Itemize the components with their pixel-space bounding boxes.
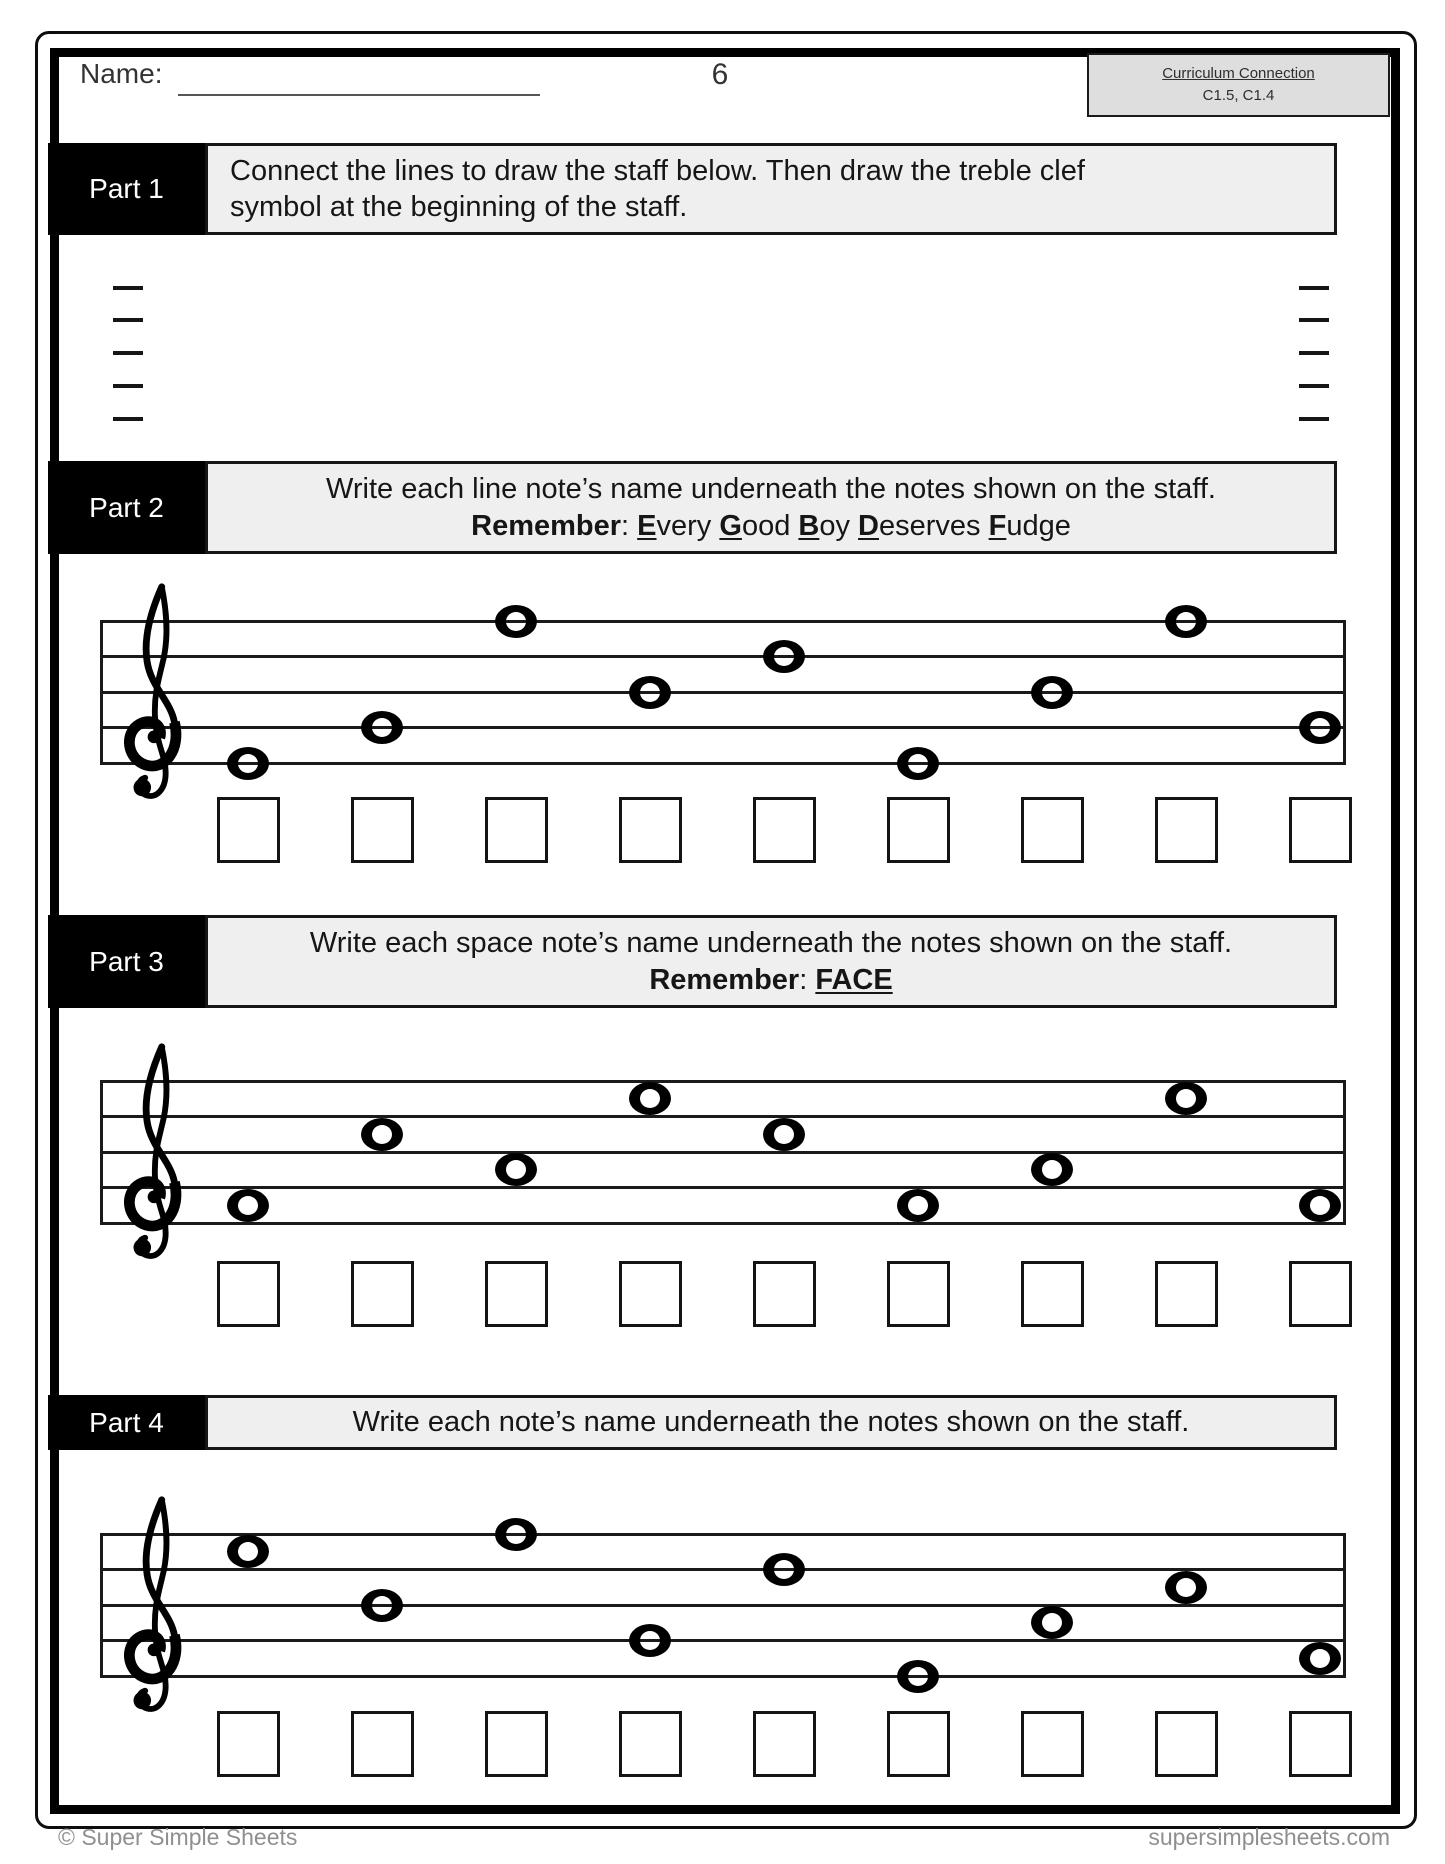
footer-website: supersimplesheets.com (1148, 1824, 1390, 1850)
staff-barline-right (1343, 1533, 1346, 1678)
whole-note (897, 1189, 939, 1222)
whole-note (763, 1118, 805, 1151)
whole-note (1299, 1642, 1341, 1675)
whole-note (227, 1189, 269, 1222)
curriculum-title: Curriculum Connection (1162, 65, 1315, 83)
part3-instruction-text: Write each space note’s name underneath the notes shown on the staff. (309, 927, 1233, 960)
whole-note (495, 1518, 537, 1551)
answer-box[interactable] (753, 1261, 816, 1327)
answer-box[interactable] (1289, 1261, 1352, 1327)
remember-label: Remember (649, 963, 800, 996)
answer-box[interactable] (217, 1711, 280, 1777)
treble-clef-icon (110, 580, 196, 806)
answer-box[interactable] (887, 1261, 950, 1327)
whole-note (897, 1660, 939, 1693)
part4-header (48, 1395, 1337, 1450)
footer-copyright: © Super Simple Sheets (58, 1824, 298, 1850)
answer-box[interactable] (1155, 797, 1218, 863)
answer-box[interactable] (1289, 797, 1352, 863)
part2-label: Part 2 (48, 461, 205, 554)
staff-barline-left (100, 1533, 103, 1678)
answer-box[interactable] (485, 1261, 548, 1327)
whole-note (629, 676, 671, 709)
staff-line (100, 762, 1346, 765)
answer-box[interactable] (1021, 1261, 1084, 1327)
answer-box[interactable] (619, 1711, 682, 1777)
answer-box[interactable] (753, 797, 816, 863)
staff-line-stub-left (113, 318, 143, 322)
staff-line (100, 1222, 1346, 1225)
staff-line-stub-left (113, 384, 143, 388)
staff-line (100, 1533, 1346, 1536)
whole-note (763, 640, 805, 673)
answer-box[interactable] (753, 1711, 816, 1777)
whole-note (629, 1624, 671, 1657)
answer-box[interactable] (351, 1711, 414, 1777)
part4-instruction (205, 1395, 1337, 1450)
part2-mnemonic-line: Remember: Every Good Boy Deserves Fudge (471, 509, 1071, 542)
answer-box[interactable] (217, 1261, 280, 1327)
staff-barline-left (100, 620, 103, 765)
staff-line-stub-left (113, 351, 143, 355)
answer-box[interactable] (1155, 1711, 1218, 1777)
whole-note (763, 1553, 805, 1586)
remember-label: Remember (471, 509, 622, 542)
staff-line-stub-right (1299, 384, 1329, 388)
staff-line (100, 1115, 1346, 1118)
part1-label: Part 1 (48, 143, 205, 235)
whole-note (1299, 711, 1341, 744)
whole-note (1299, 1189, 1341, 1222)
mnemonic-initial: F (988, 509, 1007, 542)
staff-barline-right (1343, 620, 1346, 765)
name-label: Name: (80, 58, 163, 89)
answer-box[interactable] (351, 1261, 414, 1327)
staff-line-stub-right (1299, 417, 1329, 421)
mnemonic-initial: D (858, 509, 879, 542)
staff-line-stub-right (1299, 318, 1329, 322)
part3-mnemonic-line: Remember: FACE (649, 963, 893, 996)
answer-box[interactable] (887, 1711, 950, 1777)
staff-line (100, 1568, 1346, 1571)
mnemonic-initial: E (637, 509, 657, 542)
whole-note (495, 605, 537, 638)
answer-box[interactable] (485, 797, 548, 863)
treble-clef-icon (110, 1040, 196, 1266)
whole-note (1165, 605, 1207, 638)
staff-line (100, 620, 1346, 623)
part3-label: Part 3 (48, 915, 205, 1008)
answer-box[interactable] (887, 797, 950, 863)
answer-box[interactable] (217, 797, 280, 863)
staff-barline-left (100, 1080, 103, 1225)
name-input-line[interactable] (178, 60, 540, 96)
answer-box[interactable] (351, 797, 414, 863)
answer-box[interactable] (619, 1261, 682, 1327)
answer-box[interactable] (619, 797, 682, 863)
answer-box[interactable] (485, 1711, 548, 1777)
part1-instruction-text: Connect the lines to draw the staff below. Then draw the treble clef symbol at the beginning of the staff. (230, 154, 1085, 223)
staff-line (100, 691, 1346, 694)
whole-note (1031, 676, 1073, 709)
treble-clef-icon (110, 1493, 196, 1719)
staff-line (100, 1639, 1346, 1642)
staff-line-stub-right (1299, 351, 1329, 355)
staff-line (100, 1080, 1346, 1083)
part4-label: Part 4 (48, 1395, 205, 1450)
staff-line (100, 1604, 1346, 1607)
whole-note (897, 747, 939, 780)
answer-box[interactable] (1021, 1711, 1084, 1777)
part1-instruction (205, 143, 1337, 235)
part1-header (48, 143, 1337, 235)
staff-line-stub-left (113, 286, 143, 290)
answer-box[interactable] (1155, 1261, 1218, 1327)
part4-instruction-text: Write each note’s name underneath the notes shown on the staff. (352, 1406, 1190, 1439)
staff-line-stub-right (1299, 286, 1329, 290)
staff-line (100, 1675, 1346, 1678)
curriculum-connection-box (1087, 53, 1390, 117)
whole-note (1165, 1571, 1207, 1604)
mnemonic-word: FACE (815, 963, 893, 996)
part2-header (48, 461, 1337, 554)
mnemonic-initial: B (798, 509, 820, 542)
staff-barline-right (1343, 1080, 1346, 1225)
page-number: 6 (711, 58, 729, 91)
staff-line (100, 726, 1346, 729)
curriculum-codes: C1.5, C1.4 (1202, 87, 1275, 104)
staff-line (100, 655, 1346, 658)
whole-note (361, 1589, 403, 1622)
part3-header (48, 915, 1337, 1008)
staff-line (100, 1151, 1346, 1154)
part3-instruction (205, 915, 1337, 1008)
part2-instruction-text: Write each line note’s name underneath the notes shown on the staff. (326, 473, 1216, 506)
staff-line (100, 1186, 1346, 1189)
whole-note (361, 1118, 403, 1151)
answer-box[interactable] (1021, 797, 1084, 863)
answer-box[interactable] (1289, 1711, 1352, 1777)
mnemonic-initial: G (719, 509, 742, 542)
part2-instruction (205, 461, 1337, 554)
staff-line-stub-left (113, 417, 143, 421)
whole-note (361, 711, 403, 744)
whole-note (227, 747, 269, 780)
